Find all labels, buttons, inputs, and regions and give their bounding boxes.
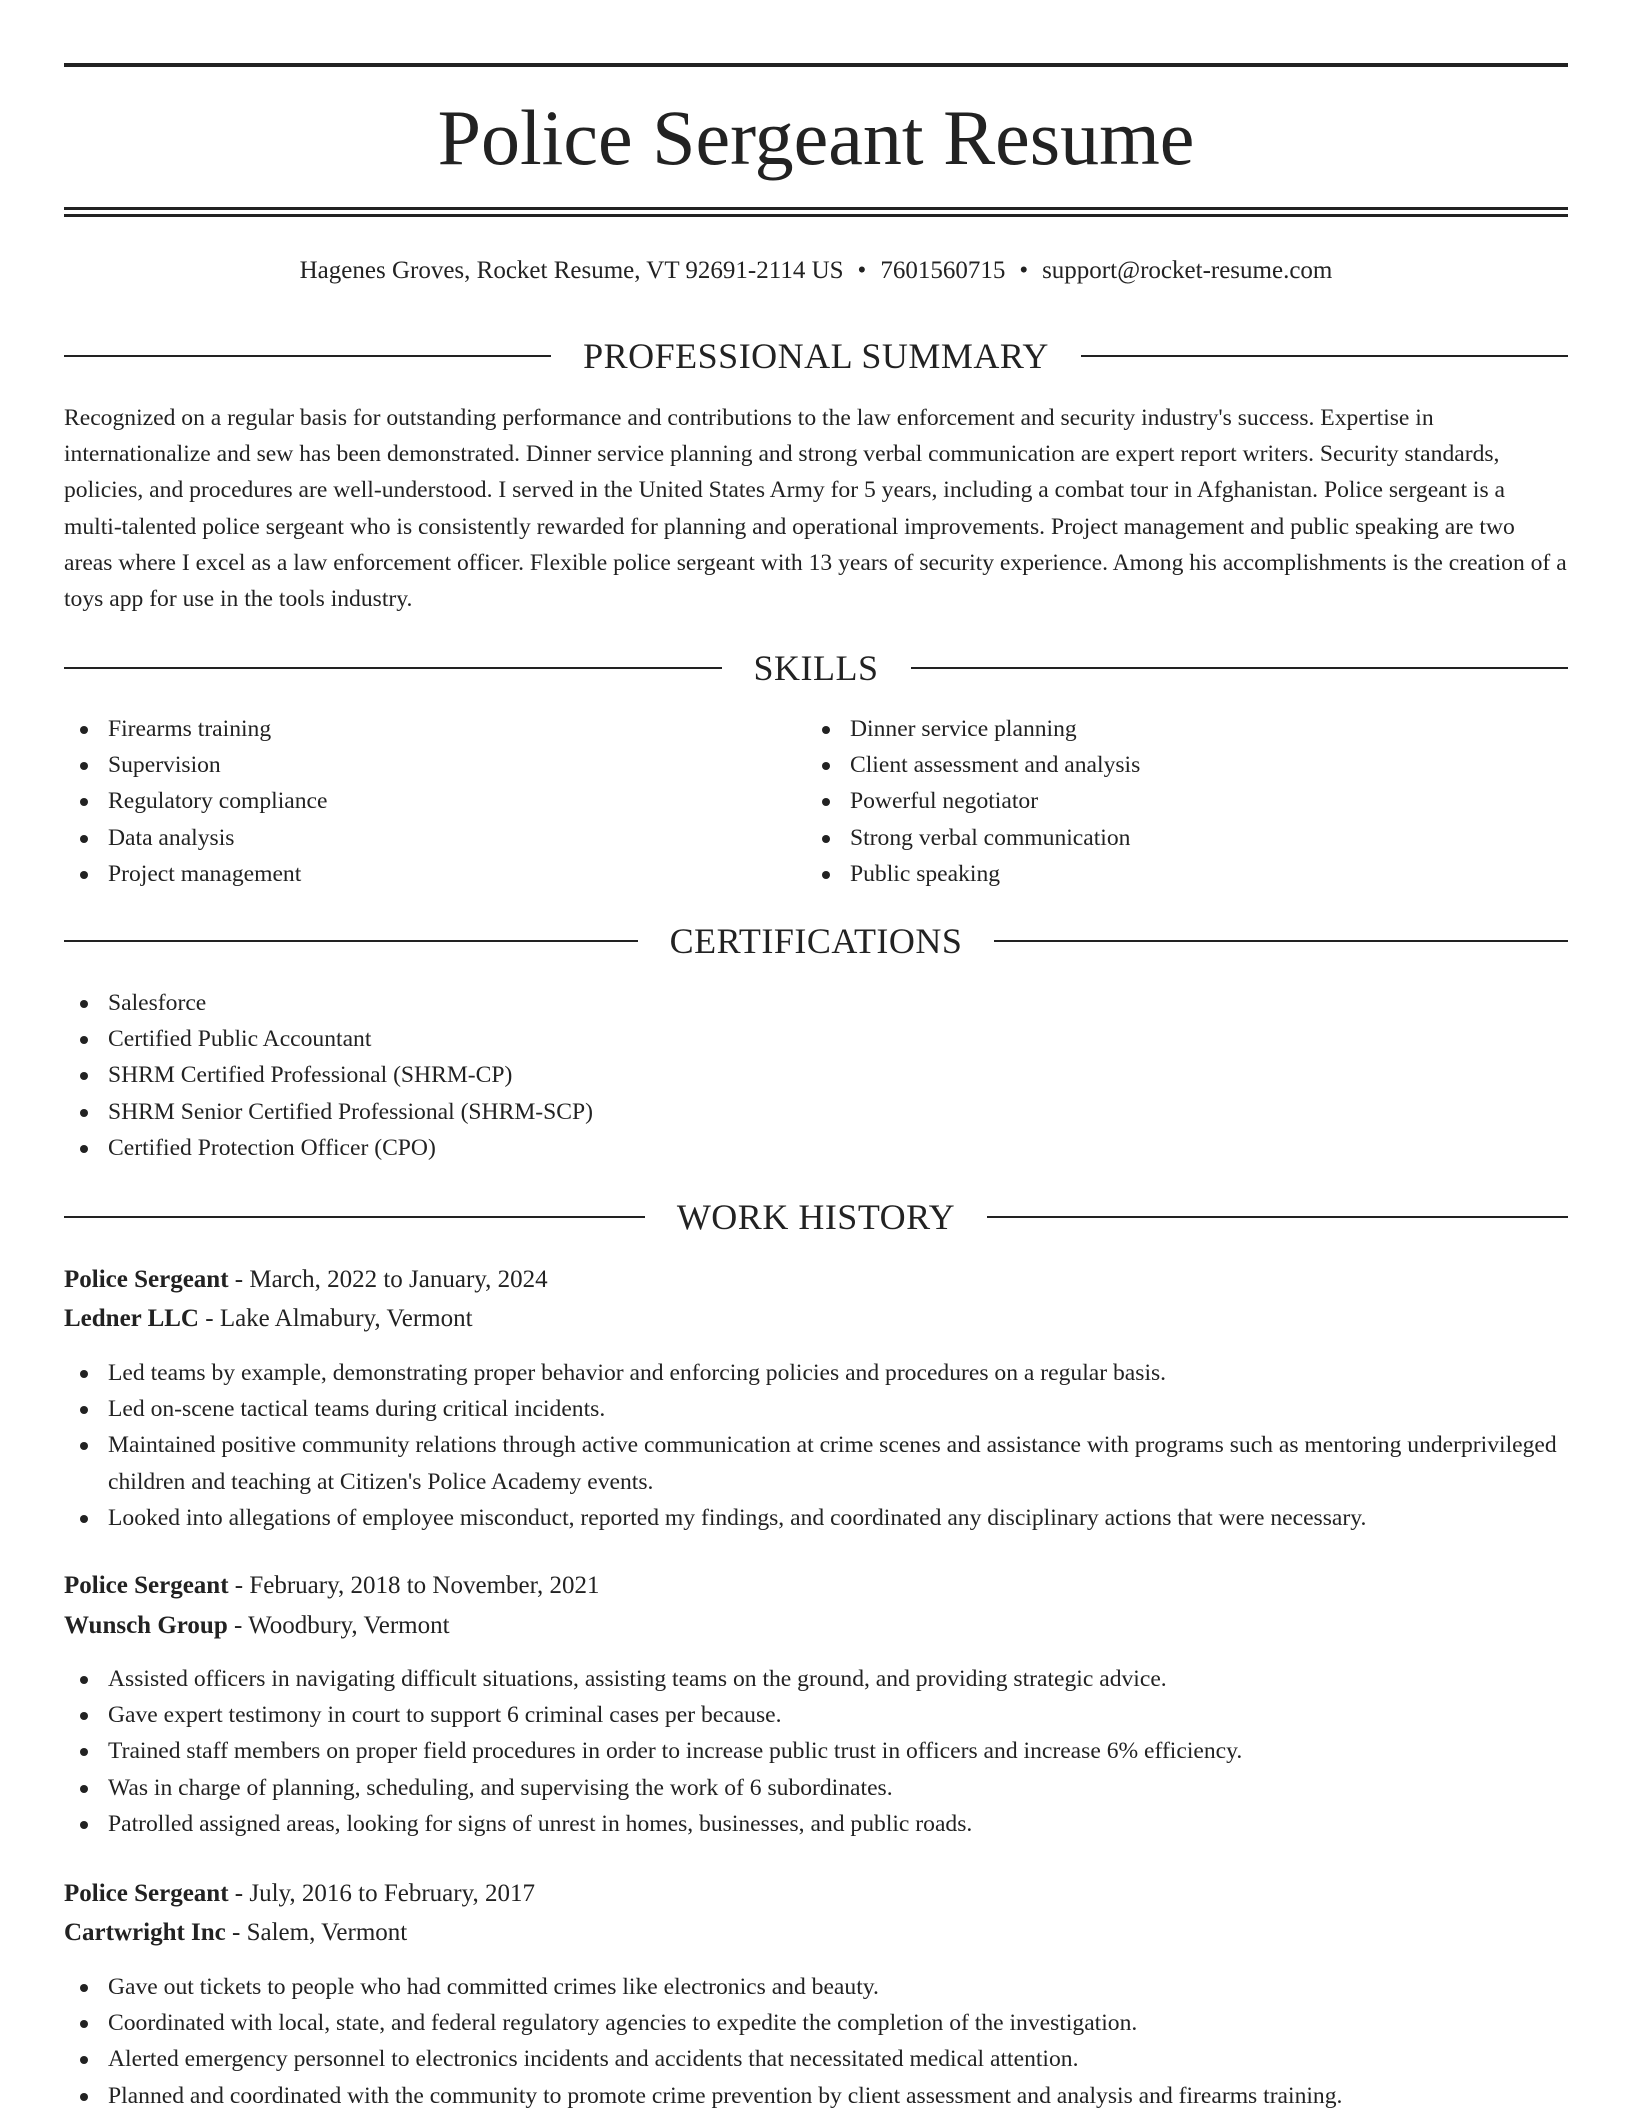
job-title: Police Sergeant xyxy=(64,1572,229,1599)
skills-heading xyxy=(64,645,1568,691)
duty-item: Led on-scene tactical teams during critical incidents. xyxy=(64,1391,1568,1427)
certification-item: SHRM Senior Certified Professional (SHRM-SCP) xyxy=(64,1094,1064,1130)
section-title: PROFESSIONAL SUMMARY xyxy=(583,336,1049,376)
job-company-line xyxy=(64,1915,407,1951)
skill-item: Powerful negotiator xyxy=(806,783,1506,819)
skill-item: Supervision xyxy=(64,747,764,783)
skill-item: Strong verbal communication xyxy=(806,820,1506,856)
top-rule xyxy=(64,63,1568,67)
contact-address: Hagenes Groves, Rocket Resume, VT 92691-2114 US xyxy=(299,257,844,284)
heading-rule xyxy=(64,355,551,357)
job-location: Woodbury, Vermont xyxy=(248,1612,450,1639)
contact-line xyxy=(64,254,1568,288)
title-rule-lower xyxy=(64,214,1568,217)
contact-email: support@rocket-resume.com xyxy=(1042,257,1333,284)
contact-phone: 7601560715 xyxy=(880,257,1006,284)
duty-item: Planned and coordinated with the community to promote crime prevention by client assessment and analysis and firearms training. xyxy=(64,2078,1568,2114)
heading-rule xyxy=(64,940,638,942)
dash: - xyxy=(228,1880,250,1907)
duty-item: Alerted emergency personnel to electronics incidents and accidents that necessitated medical attention. xyxy=(64,2041,1568,2077)
heading-rule xyxy=(911,667,1569,669)
duty-item: Coordinated with local, state, and federal regulatory agencies to expedite the completion of the investigation. xyxy=(64,2005,1568,2041)
section-title: CERTIFICATIONS xyxy=(669,921,963,961)
job-dates: March, 2022 to January, 2024 xyxy=(249,1266,548,1293)
dash: - xyxy=(227,1612,249,1639)
job-company-line xyxy=(64,1301,473,1337)
job-dates: July, 2016 to February, 2017 xyxy=(249,1880,535,1907)
section-title: WORK HISTORY xyxy=(676,1197,956,1237)
skill-item: Public speaking xyxy=(806,856,1506,892)
skill-item: Data analysis xyxy=(64,820,764,856)
resume-title: Police Sergeant Resume xyxy=(437,94,1195,181)
job-duties xyxy=(64,1661,1568,1842)
job-company-line xyxy=(64,1608,450,1644)
job-company: Cartwright Inc xyxy=(64,1919,226,1946)
job-title-line xyxy=(64,1568,599,1604)
job-dates: February, 2018 to November, 2021 xyxy=(249,1572,600,1599)
certification-item: SHRM Certified Professional (SHRM-CP) xyxy=(64,1057,1064,1093)
heading-rule xyxy=(1081,355,1568,357)
work-history-heading xyxy=(64,1194,1568,1240)
duty-item: Assisted officers in navigating difficult situations, assisting teams on the ground, and providing strategic advice. xyxy=(64,1661,1568,1697)
contact-separator: • xyxy=(857,257,867,284)
heading-rule xyxy=(64,667,722,669)
job-company: Ledner LLC xyxy=(64,1305,199,1332)
job-title-line xyxy=(64,1262,548,1298)
skill-item: Firearms training xyxy=(64,711,764,747)
skills-right-column xyxy=(806,711,1506,892)
skill-item: Regulatory compliance xyxy=(64,783,764,819)
heading-rule xyxy=(987,1216,1568,1218)
duty-item: Led teams by example, demonstrating proper behavior and enforcing policies and procedures on a regular basis. xyxy=(64,1355,1568,1391)
contact-separator: • xyxy=(1019,257,1029,284)
job-location: Salem, Vermont xyxy=(246,1919,408,1946)
title-rule-upper xyxy=(64,207,1568,210)
job-title: Police Sergeant xyxy=(64,1266,229,1293)
duty-item: Was in charge of planning, scheduling, and supervising the work of 6 subordinates. xyxy=(64,1770,1568,1806)
certification-item: Salesforce xyxy=(64,985,1064,1021)
dash: - xyxy=(225,1919,247,1946)
job-company: Wunsch Group xyxy=(64,1612,228,1639)
duty-item: Patrolled assigned areas, looking for signs of unrest in homes, businesses, and public roads. xyxy=(64,1806,1568,1842)
heading-rule xyxy=(994,940,1568,942)
duty-item: Gave expert testimony in court to support 6 criminal cases per because. xyxy=(64,1697,1568,1733)
summary-heading xyxy=(64,333,1568,379)
duty-item: Trained staff members on proper field procedures in order to increase public trust in officers and increase 6% efficiency. xyxy=(64,1733,1568,1769)
job-location: Lake Almabury, Vermont xyxy=(219,1305,473,1332)
skills-left-column xyxy=(64,711,764,892)
skill-item: Project management xyxy=(64,856,764,892)
certifications-heading xyxy=(64,918,1568,964)
skill-item: Client assessment and analysis xyxy=(806,747,1506,783)
certifications-list xyxy=(64,985,1064,1166)
heading-rule xyxy=(64,1216,645,1218)
duty-item: Maintained positive community relations through active communication at crime scenes and assistance with programs such as mentoring underprivileged children and teaching at Citizen's Police Academy events. xyxy=(64,1427,1568,1499)
summary-text: Recognized on a regular basis for outstanding performance and contributions to the law enforcement and security industry's success. Expertise in internationalize and sew has been demonstrated. Dinner service planning and strong verbal communication are expert report writers. Security standards, policies, and procedures are well-understood. I served in the United States Army for 5 years, including a combat tour in Afghanistan. Police sergeant is a multi-talented police sergeant who is consistently rewarded for planning and operational improvements. Project management and public speaking are two areas where I excel as a law enforcement officer. Flexible police sergeant with 13 years of security experience. Among his accomplishments is the creation of a toys app for use in the tools industry. xyxy=(64,405,1567,613)
duty-item: Looked into allegations of employee misconduct, reported my findings, and coordinated any disciplinary actions that were necessary. xyxy=(64,1500,1568,1536)
section-title: SKILLS xyxy=(753,648,879,688)
duty-item: Gave out tickets to people who had committed crimes like electronics and beauty. xyxy=(64,1969,1568,2005)
job-title: Police Sergeant xyxy=(64,1880,229,1907)
certification-item: Certified Protection Officer (CPO) xyxy=(64,1130,1064,1166)
job-duties xyxy=(64,1969,1568,2114)
dash: - xyxy=(228,1572,250,1599)
job-title-line xyxy=(64,1876,535,1912)
dash: - xyxy=(198,1305,220,1332)
certification-item: Certified Public Accountant xyxy=(64,1021,1064,1057)
skill-item: Dinner service planning xyxy=(806,711,1506,747)
dash: - xyxy=(228,1266,250,1293)
job-duties xyxy=(64,1355,1568,1536)
